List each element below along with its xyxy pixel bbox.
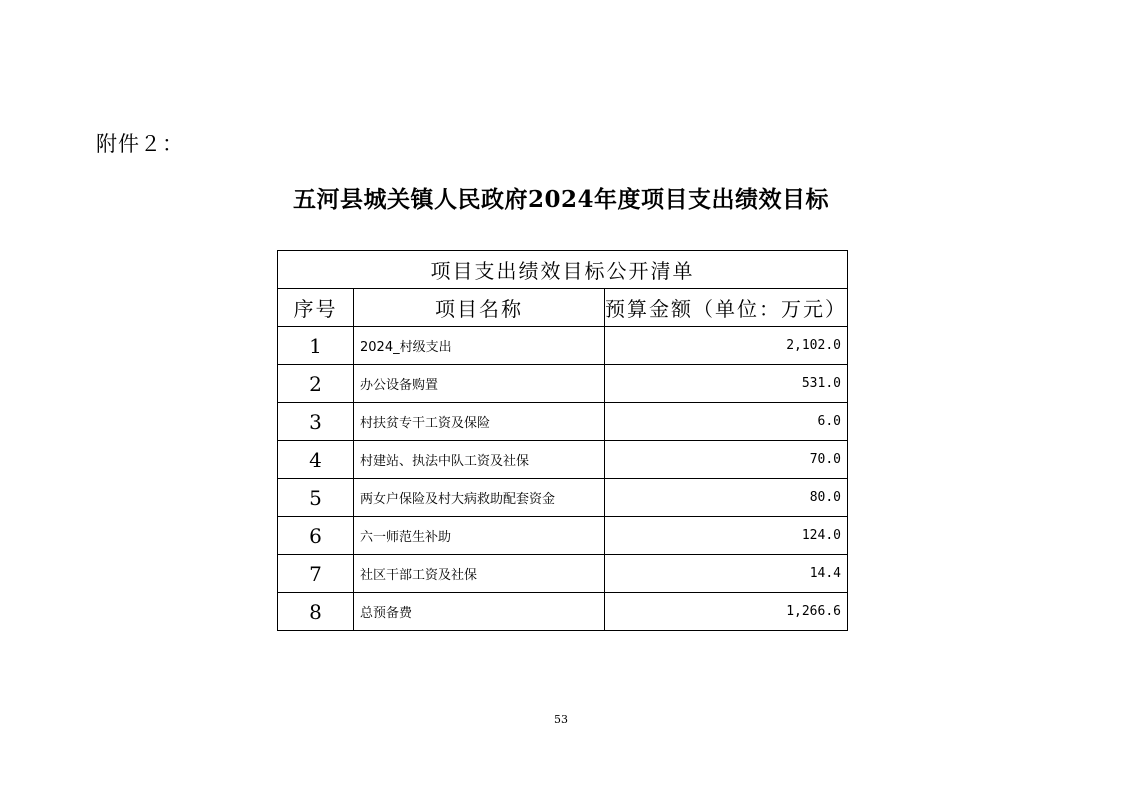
- row-amount: 14.4: [605, 555, 848, 593]
- table-caption-row: [278, 251, 848, 289]
- row-no: 6: [278, 517, 354, 555]
- row-amount: 2,102.0: [605, 327, 848, 365]
- row-no: 3: [278, 403, 354, 441]
- row-amount: 70.0: [605, 441, 848, 479]
- row-name: 社区干部工资及社保: [354, 555, 605, 593]
- row-no: 5: [278, 479, 354, 517]
- row-amount: 124.0: [605, 517, 848, 555]
- row-no: 8: [278, 593, 354, 631]
- budget-table: [277, 250, 848, 631]
- row-amount: 80.0: [605, 479, 848, 517]
- attachment-label: 附件２：: [96, 132, 184, 156]
- row-name: 办公设备购置: [354, 365, 605, 403]
- table-row: [278, 365, 848, 403]
- page-number: 53: [554, 713, 568, 726]
- table-row: [278, 479, 848, 517]
- row-amount: 6.0: [605, 403, 848, 441]
- table-row: [278, 593, 848, 631]
- table-caption: 项目支出绩效目标公开清单: [278, 251, 848, 289]
- table-row: [278, 555, 848, 593]
- row-name: 村建站、执法中队工资及社保: [354, 441, 605, 479]
- table-row: [278, 403, 848, 441]
- row-name: 两女户保险及村大病救助配套资金: [354, 479, 605, 517]
- document-title: 五河县城关镇人民政府2024年度项目支出绩效目标: [292, 186, 829, 213]
- row-name: 六一师范生补助: [354, 517, 605, 555]
- table-row: [278, 441, 848, 479]
- row-no: 1: [278, 327, 354, 365]
- row-no: 7: [278, 555, 354, 593]
- header-name: 项目名称: [354, 289, 605, 327]
- header-amount: 预算金额（单位：万元）: [605, 289, 848, 327]
- row-name: 村扶贫专干工资及保险: [354, 403, 605, 441]
- table-row: [278, 327, 848, 365]
- row-no: 2: [278, 365, 354, 403]
- row-name: 总预备费: [354, 593, 605, 631]
- row-amount: 531.0: [605, 365, 848, 403]
- row-amount: 1,266.6: [605, 593, 848, 631]
- table-row: [278, 517, 848, 555]
- header-no: 序号: [278, 289, 354, 327]
- row-name: 2024_村级支出: [354, 327, 605, 365]
- table-header-row: [278, 289, 848, 327]
- row-no: 4: [278, 441, 354, 479]
